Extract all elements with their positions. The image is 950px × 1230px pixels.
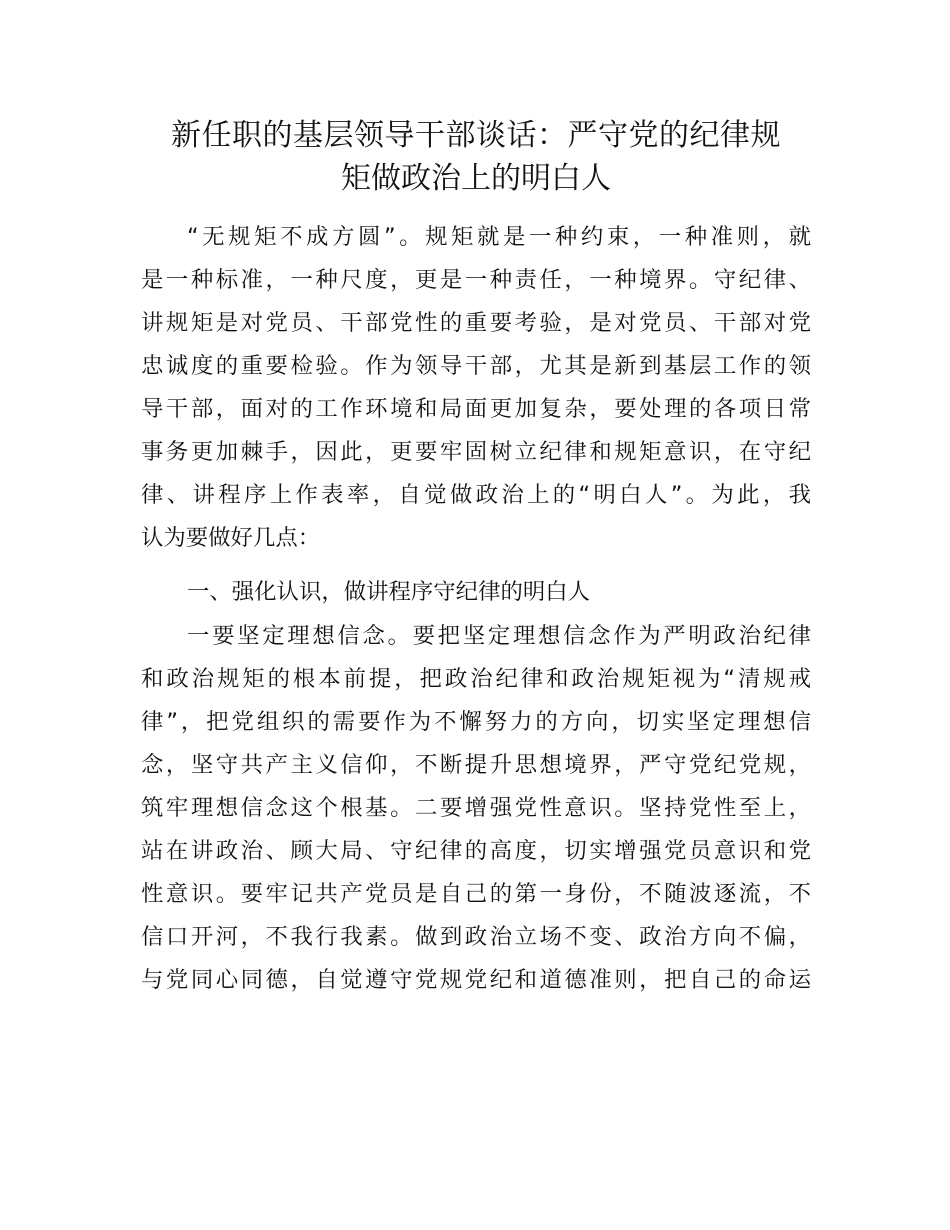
document-title-line-1: 新任职的基层领导干部谈话：严守党的纪律规 (171, 118, 781, 153)
text-line: 站在讲政治、顾大局、守纪律的高度，切实增强党员意识和党 (141, 838, 811, 864)
text-line: 与党同心同德，自觉遵守党规党纪和道德准则，把自己的命运 (141, 967, 811, 993)
text-line: 和政治规矩的根本前提，把政治纪律和政治规矩视为“清规戒 (141, 666, 811, 692)
text-line: 导干部，面对的工作环境和局面更加复杂，要处理的各项日常 (141, 396, 811, 422)
text-line: 认为要做好几点： (141, 525, 321, 551)
text-line: 忠诚度的重要检验。作为领导干部，尤其是新到基层工作的领 (141, 353, 811, 379)
text-line: 律”，把党组织的需要作为不懈努力的方向，切实坚定理想信 (141, 709, 811, 735)
text-line: 念，坚守共产主义信仰，不断提升思想境界，严守党纪党规， (141, 752, 811, 778)
text-line: 事务更加棘手，因此，更要牢固树立纪律和规矩意识，在守纪 (141, 439, 811, 465)
text-line: 性意识。要牢记共产党员是自己的第一身份，不随波逐流，不 (141, 881, 811, 907)
text-line: “无规矩不成方圆”。规矩就是一种约束，一种准则，就 (187, 224, 811, 250)
text-line: 律、讲程序上作表率，自觉做政治上的“明白人”。为此，我 (141, 482, 811, 508)
section-heading: 一、强化认识，做讲程序守纪律的明白人 (187, 579, 591, 605)
document-title-line-2: 矩做政治上的明白人 (341, 161, 611, 196)
text-line: 信口开河，不我行我素。做到政治立场不变、政治方向不偏， (141, 924, 811, 950)
text-line: 一要坚定理想信念。要把坚定理想信念作为严明政治纪律 (187, 623, 811, 649)
text-line: 是一种标准，一种尺度，更是一种责任，一种境界。守纪律、 (141, 267, 811, 293)
text-line: 讲规矩是对党员、干部党性的重要考验，是对党员、干部对党 (141, 310, 811, 336)
text-line: 筑牢理想信念这个根基。二要增强党性意识。坚持党性至上， (141, 795, 811, 821)
